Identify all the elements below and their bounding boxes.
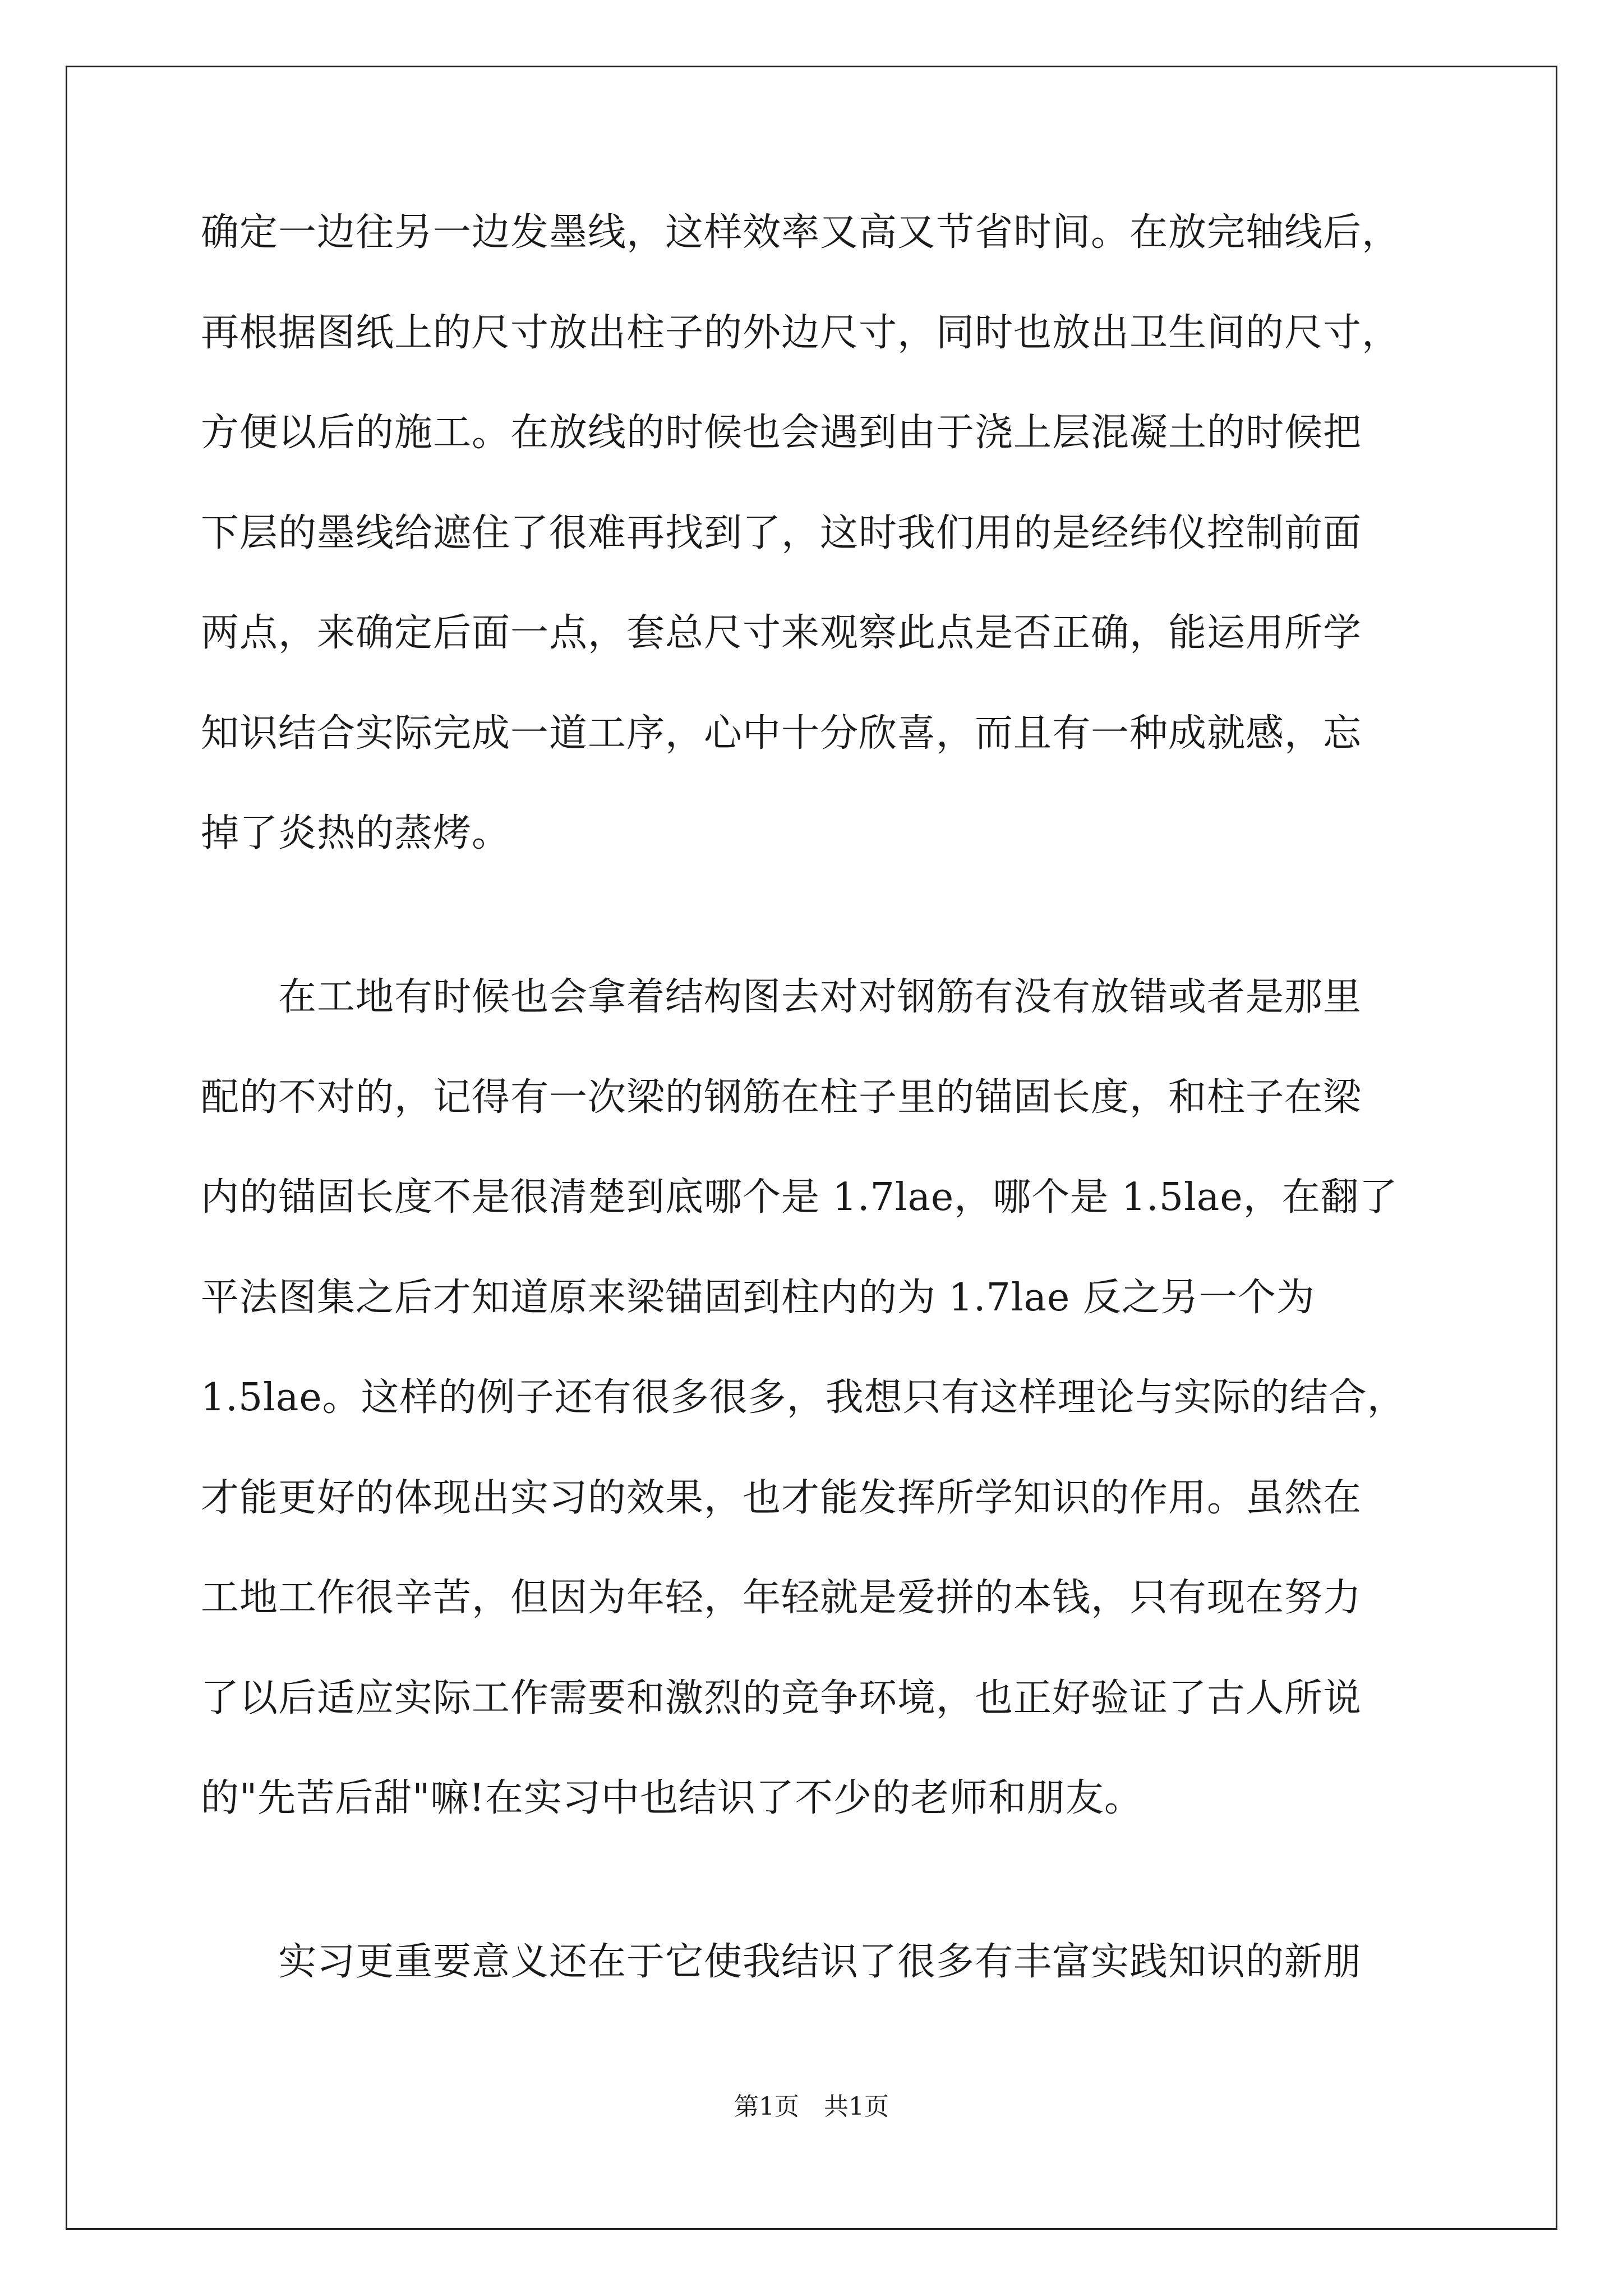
text-line: 内的锚固长度不是很清楚到底哪个是 1.7lae，哪个是 1.5lae，在翻了 [201,1175,1398,1220]
text-line: 确定一边往另一边发墨线，这样效率又高又节省时间。在放完轴线后， [201,210,1401,255]
text-line: 配的不对的，记得有一次梁的钢筋在柱子里的锚固长度，和柱子在梁 [201,1075,1362,1120]
text-line: 实习更重要意义还在于它使我结识了很多有丰富实践知识的新朋 [201,1940,1362,1984]
text-line: 工地工作很辛苦，但因为年轻，年轻就是爱拼的本钱，只有现在努力 [201,1576,1362,1620]
page-number-footer: 第1页 共1页 [734,2092,889,2121]
text-line: 方便以后的施工。在放线的时候也会遇到由于浇上层混凝土的时候把 [201,411,1362,455]
text-line: 掉了炎热的蒸烤。 [201,811,511,855]
text-line: 知识结合实际完成一道工序，心中十分欣喜，而且有一种成就感，忘 [201,711,1362,756]
text-line: 下层的墨线给遮住了很难再找到了，这时我们用的是经纬仪控制前面 [201,511,1362,555]
page-border [66,66,1557,2230]
text-line: 平法图集之后才知道原来梁锚固到柱内的为 1.7lae 反之另一个为 [201,1276,1315,1320]
text-line: 的"先苦后甜"嘛!在实习中也结识了不少的老师和朋友。 [201,1776,1143,1820]
text-line: 1.5lae。这样的例子还有很多很多，我想只有这样理论与实际的结合， [201,1375,1406,1420]
text-line: 才能更好的体现出实习的效果，也才能发挥所学知识的作用。虽然在 [201,1476,1362,1520]
text-line: 在工地有时候也会拿着结构图去对对钢筋有没有放错或者是那里 [201,975,1362,1019]
text-line: 两点，来确定后面一点，套总尺寸来观察此点是否正确，能运用所学 [201,611,1362,655]
text-line: 再根据图纸上的尺寸放出柱子的外边尺寸，同时也放出卫生间的尺寸， [201,311,1401,355]
text-line: 了以后适应实际工作需要和激烈的竞争环境，也正好验证了古人所说 [201,1676,1362,1720]
